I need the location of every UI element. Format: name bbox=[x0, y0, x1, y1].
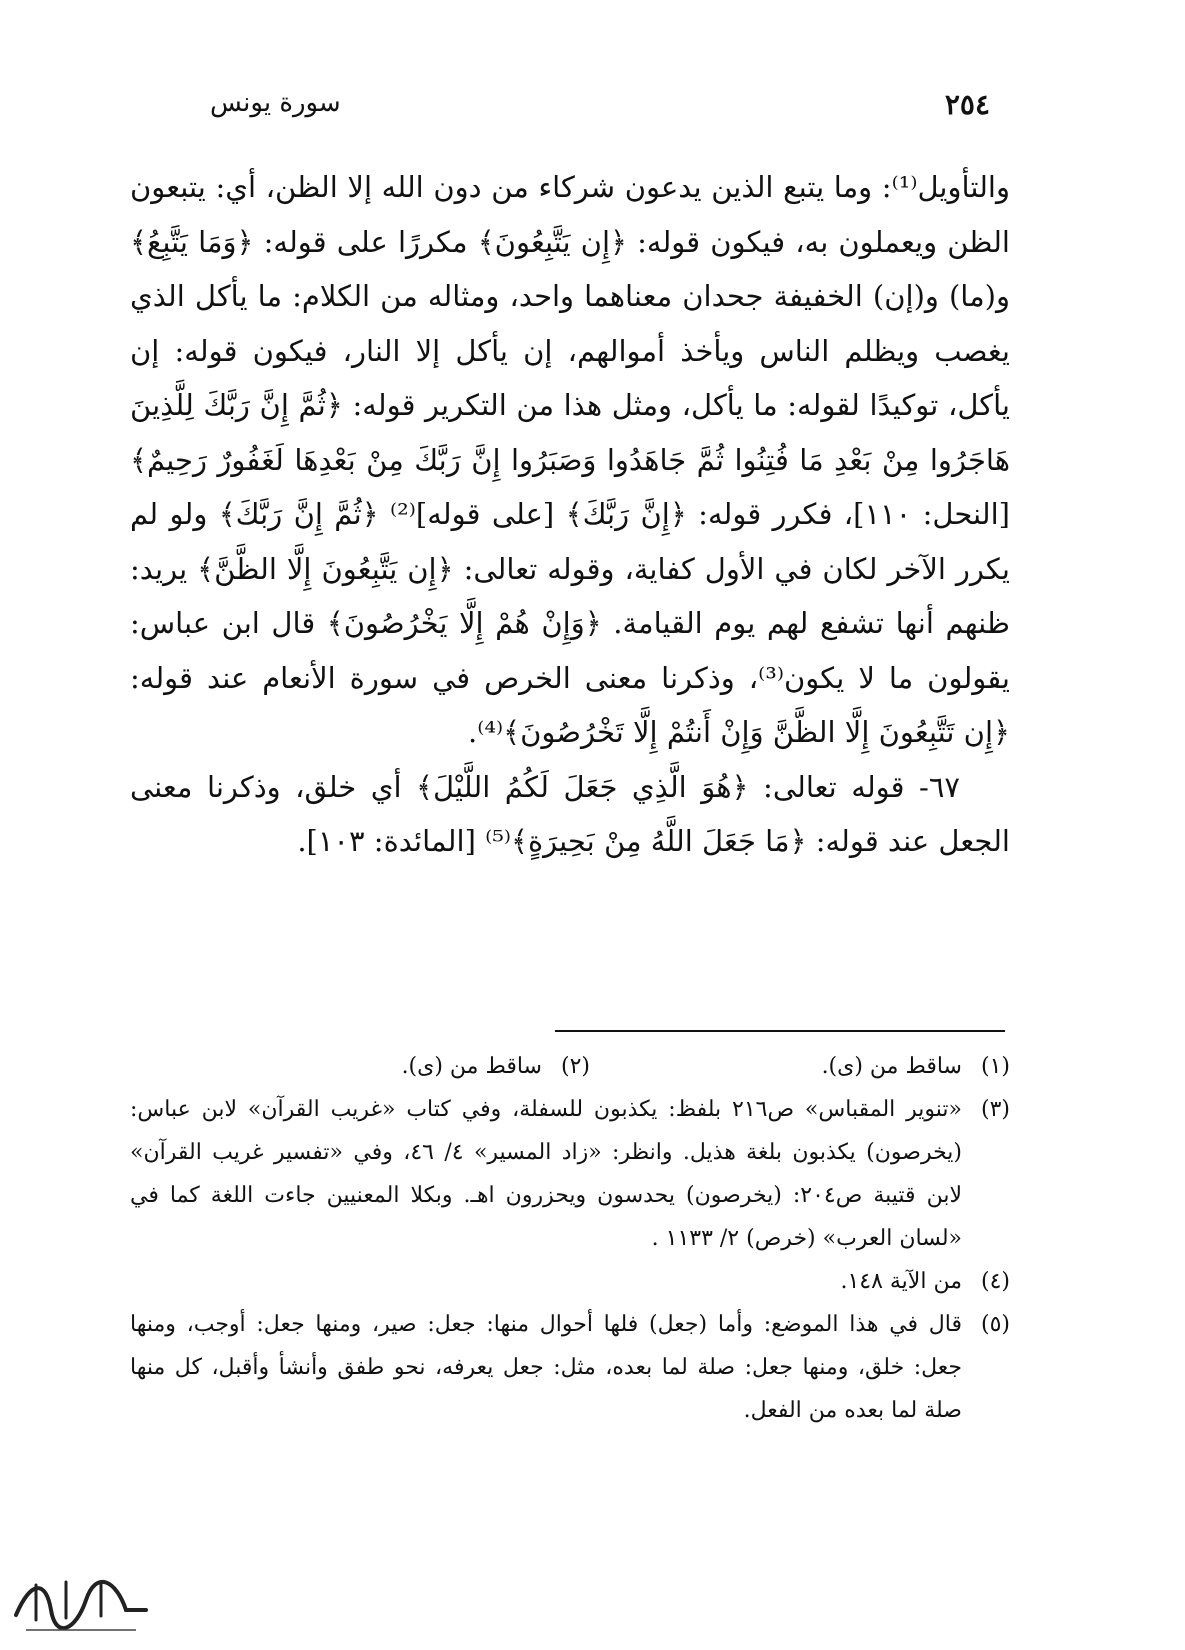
footnote-text: قال في هذا الموضع: وأما (جعل) فلها أحوال منها: جعل: صير، ومنها جعل: أوجب، ومنها جعل: خلق، ومنها جعل: صلة لما بعده، مثل: جعل يعرفه، نحو طفق وأنشأ وأقبل، كل منها صلة لما بعده من الفعل. bbox=[130, 1312, 963, 1423]
body-paragraph-1: والتأويل⁽¹⁾: وما يتبع الذين يدعون شركاء من دون الله إلا الظن، أي: يتبعون الظن ويعملون به، فيكون قوله: ﴿إِن يَتَّبِعُونَ﴾ مكررًا على قوله: ﴿وَمَا يَتَّبِعُ﴾ و(ما) و(إن) الخفيفة جحدان معناهما واحد، ومثاله من الكلام: ما يأكل الذي يغصب ويظلم الناس ويأخذ أموالهم، إن يأكل إلا النار، فيكون قوله: إن يأكل، توكيدًا لقوله: ما يأكل، ومثل هذا من التكرير قوله: ﴿ثُمَّ إِنَّ رَبَّكَ لِلَّذِينَ هَاجَرُوا مِنْ بَعْدِ مَا فُتِنُوا ثُمَّ جَاهَدُوا وَصَبَرُوا إِنَّ رَبَّكَ مِنْ بَعْدِهَا لَغَفُورٌ رَحِيمٌ﴾ [النحل: ١١٠]، فكرر قوله: ﴿إِنَّ رَبَّكَ﴾ [على قوله]⁽²⁾ ﴿ثُمَّ إِنَّ رَبَّكَ﴾ ولو لم يكرر الآخر لكان في الأول كفاية، وقوله تعالى: ﴿إِن يَتَّبِعُونَ إِلَّا الظَّنَّ﴾ يريد: ظنهم أنها تشفع لهم يوم القيامة. ﴿وَإِنْ هُمْ إِلَّا يَخْرُصُونَ﴾ قال ابن عباس: يقولون ما لا يكون⁽³⁾، وذكرنا معنى الخرص في سورة الأنعام عند قوله: ﴿إِن تَتَّبِعُونَ إِلَّا الظَّنَّ وَإِنْ أَنتُمْ إِلَّا تَخْرُصُونَ﴾⁽⁴⁾. bbox=[130, 170, 1010, 749]
publisher-logo bbox=[6, 1560, 156, 1640]
footnote-2 bbox=[170, 1045, 590, 1088]
footnote-1 bbox=[590, 1045, 1010, 1088]
surah-title: سورة يونس bbox=[210, 88, 341, 118]
footnote-marker: (٥) bbox=[980, 1312, 1010, 1337]
footnote-5 bbox=[130, 1303, 1010, 1432]
footnote-divider bbox=[555, 1030, 1005, 1032]
footnote-marker: (٤) bbox=[980, 1269, 1010, 1294]
footnote-row-1-2 bbox=[130, 1045, 1010, 1088]
page-header bbox=[190, 88, 990, 128]
footnote-text: من الآية ١٤٨. bbox=[840, 1269, 962, 1294]
footnote-3 bbox=[130, 1088, 1010, 1260]
body-paragraph-2: ٦٧- قوله تعالى: ﴿هُوَ الَّذِي جَعَلَ لَكُمُ اللَّيْلَ﴾ أي خلق، وذكرنا معنى الجعل عند قوله: ﴿مَا جَعَلَ اللَّهُ مِنْ بَحِيرَةٍ﴾⁽⁵⁾ [المائدة: ١٠٣]. bbox=[130, 769, 1010, 858]
footnote-text: «تنوير المقباس» ص٢١٦ بلفظ: يكذبون للسفلة، وفي كتاب «غريب القرآن» لابن عباس: (يخرصون) يكذبون بلغة هذيل. وانظر: «زاد المسير» ٤/ ٤٦، وفي «تفسير غريب القرآن» لابن قتيبة ص٢٠٤: (يخرصون) يحدسون ويحزرون اهـ. وبكلا المعنيين جاءت اللغة كما في «لسان العرب» (خرص) ٢/ ١١٣٣ . bbox=[130, 1097, 962, 1251]
footnotes bbox=[130, 1045, 1010, 1432]
footnote-text: ساقط من (ى). bbox=[401, 1054, 542, 1079]
footnote-marker: (١) bbox=[980, 1054, 1010, 1079]
footnote-text: ساقط من (ى). bbox=[821, 1054, 962, 1079]
main-text bbox=[130, 160, 1010, 869]
page-number: ٢٥٤ bbox=[944, 88, 990, 121]
footnote-marker: (٣) bbox=[980, 1097, 1010, 1122]
footnote-4 bbox=[130, 1260, 1010, 1303]
footnote-marker: (٢) bbox=[560, 1054, 590, 1079]
